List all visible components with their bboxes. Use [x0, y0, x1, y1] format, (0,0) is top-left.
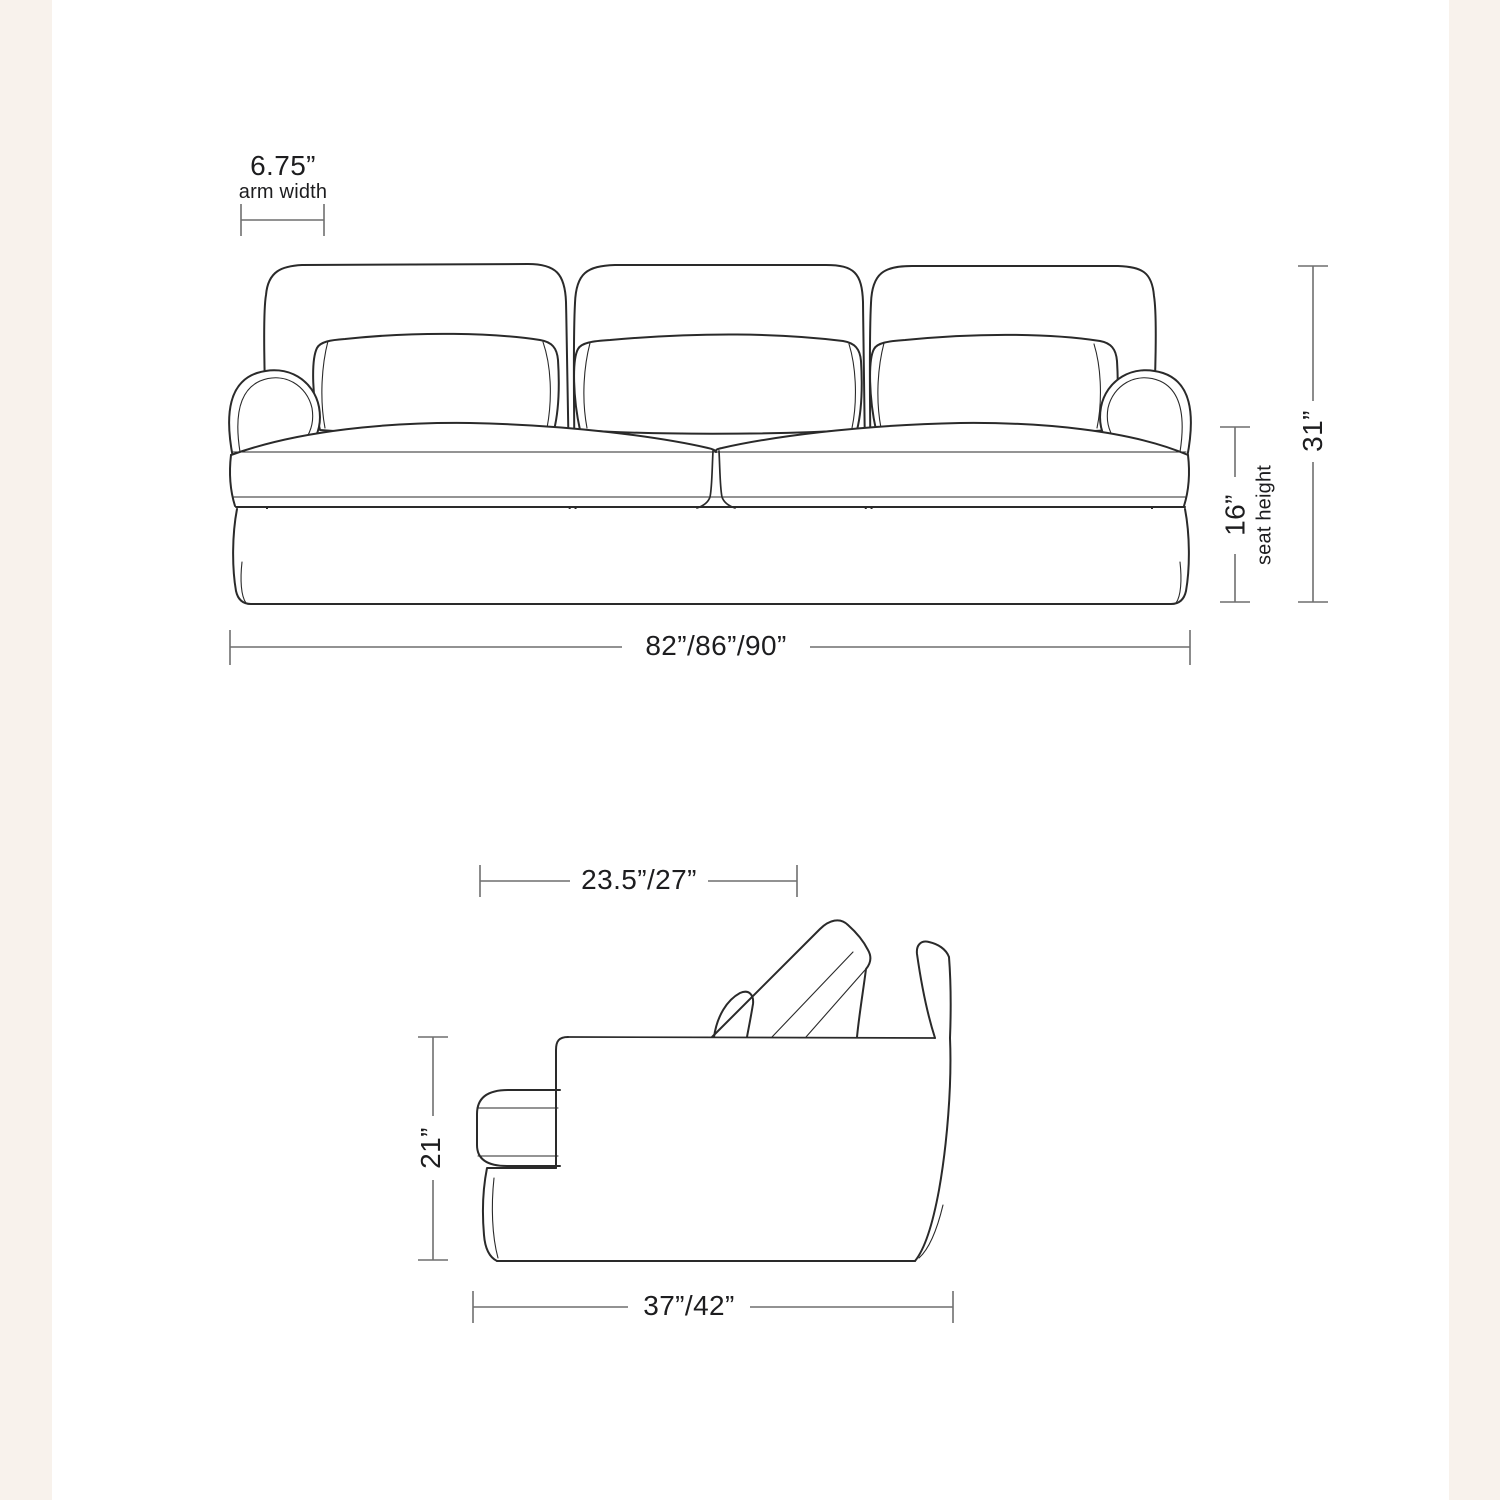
lumbar-pillow-left	[313, 334, 559, 434]
dim-label-arm-height: 21”	[415, 1127, 446, 1169]
dim-label-seat-depth: 23.5”/27”	[581, 864, 697, 895]
side-view-sofa	[477, 920, 951, 1261]
side-top-edge	[568, 1037, 935, 1038]
dim-label-overall-width: 82”/86”/90”	[645, 630, 787, 661]
side-seat-cushion-fill	[477, 1090, 560, 1166]
dim-label-seat-height-caption: seat height	[1253, 464, 1276, 566]
dim-label-overall-height: 31”	[1297, 410, 1328, 452]
base-skirt	[233, 509, 1189, 604]
front-view-sofa	[229, 264, 1191, 604]
dim-label-arm-width-value: 6.75”	[250, 150, 316, 181]
side-back-fill	[917, 942, 951, 1040]
dim-label-arm-width-caption: arm width	[238, 181, 328, 203]
lumbar-pillow-center	[574, 334, 862, 433]
dim-label-seat-height-value: 16”	[1219, 494, 1251, 536]
lumbar-pillow-right	[870, 335, 1118, 434]
dim-label-seat-height	[1219, 464, 1276, 566]
dim-label-overall-depth: 37”/42”	[643, 1290, 735, 1321]
